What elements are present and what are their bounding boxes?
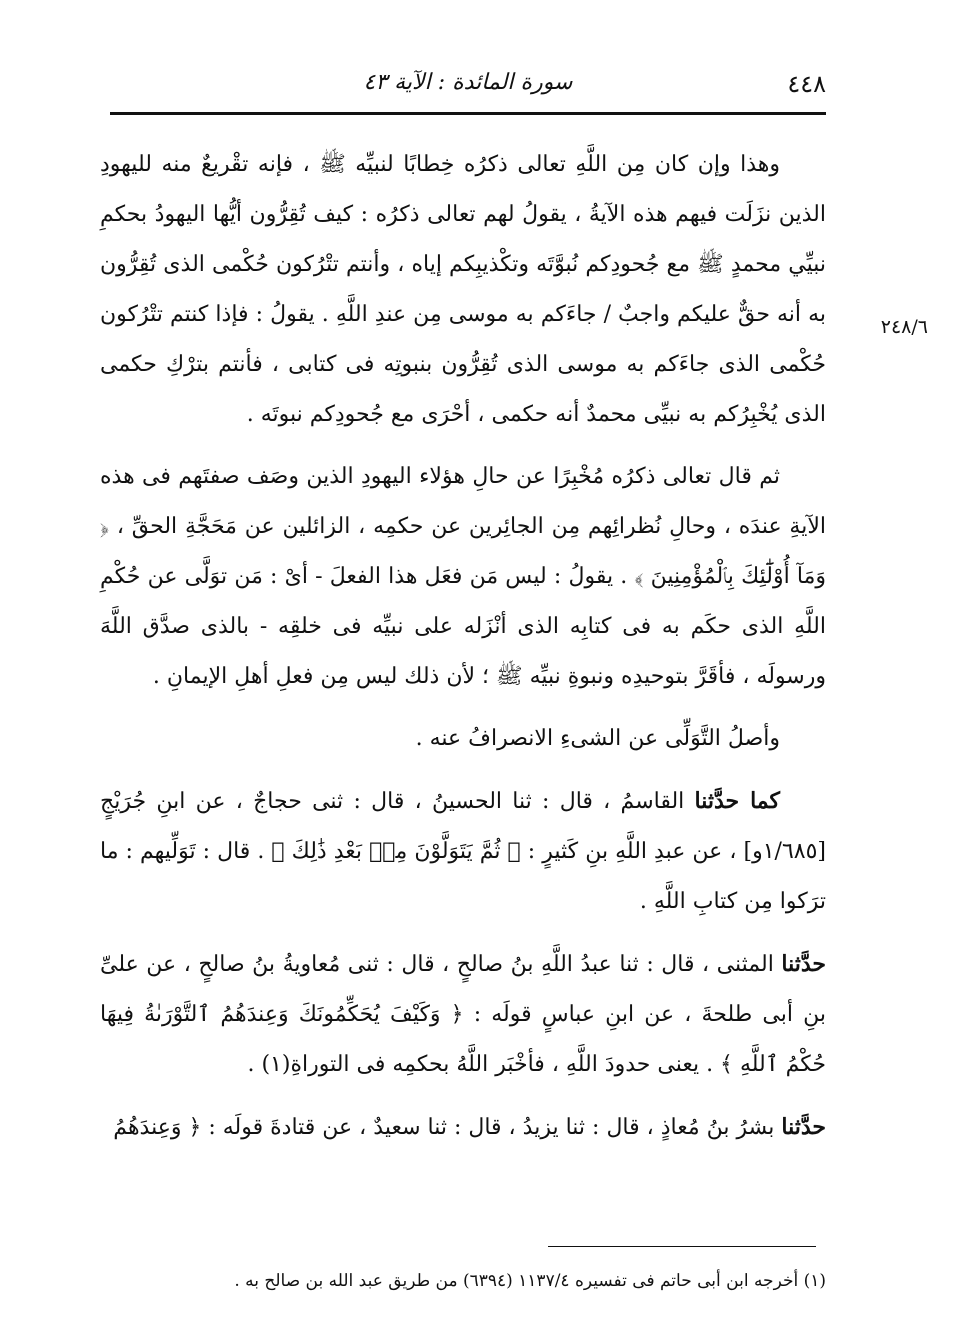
narration-2: [100, 939, 826, 1090]
narration-text: بشرُ بنُ مُعاذٍ ، قال : ثنا يزيدُ ، قال : ثنا سعيدٌ ، عن قتادةَ قولَه : ﴿ وَعِندَهُمُ: [113, 1115, 782, 1140]
footnote-rule: [548, 1246, 816, 1247]
narration-3: [100, 1102, 826, 1153]
header-rule: [110, 112, 826, 115]
running-head: [110, 64, 826, 108]
footnote: (١) أخرجه ابن أبى حاتم فى تفسيره ١١٣٧/٤ (٦٣٩٤) من طريق عبد الله بن صالح به .: [234, 1271, 826, 1291]
narration-1: [100, 776, 826, 927]
narration-lead: حدَّثنا: [781, 951, 826, 977]
narration-text: المثنى ، قال : ثنا عبدُ اللَّهِ بنُ صالحٍ ، قال : ثنى مُعاويةُ بنُ صالحٍ ، عن علىِّ بنِ أبى طلحةَ ، عن ابنِ عباسٍ قولَه : ﴿ وَكَيْفَ يُحَكِّمُونَكَ وَعِندَهُمُ ٱلتَّوْرَىٰةُ فِيهَا حُكْمُ ٱللَّهِ ﴾ . يعنى حدودَ اللَّهِ ، فأخْبَر اللَّهُ بحكمِه فى التوراةِ(١) .: [100, 952, 826, 1077]
paragraph-3: وأصلُ التَّوَلِّى عن الشىءِ الانصرافُ عنه .: [415, 726, 780, 751]
margin-reference: ٢٤٨/٦: [880, 316, 928, 338]
narration-lead: كما حدَّثنا: [694, 788, 780, 814]
paragraph-2: ثم قال تعالى ذكرُه مُخْبِرًا عن حالِ هؤلاء اليهودِ الذين وصَف صفتَهم فى هذه الآيةِ عندَه ، وحالِ نُظرائِهم مِن الجائِرين عن حكمِه ، الزائلين عن مَحَجَّةِ الحقِّ ، ﴿ وَمَآ أُوْلَٰٓئِكَ بِٱلْمُؤْمِنِينَ ﴾ . يقولُ : ليس مَن فعَل هذا الفعلَ - أىْ : مَن توَلَّى عن حُكْمِ اللَّهِ الذى حكَم به فى كتابِه الذى أنْزَله على نبيِّه فى خلقِه - بالذى صدَّق اللَّهَ ورسولَه ، فأقَرَّ بتوحيدِه ونبوةِ نبيِّه ﷺ ؛ لأن ذلك ليس مِن فعلِ أهلِ الإيمانِ .: [100, 464, 826, 689]
page-number: ٤٤٨: [787, 70, 826, 98]
paragraph-1: وهذا وإن كان مِن اللَّهِ تعالى ذكرُه خِطابًا لنبيِّه ﷺ ، فإنه تقْريعٌ منه لليهودِ الذين نزَلَت فيهم هذه الآيةُ ، يقولُ لهم تعالى ذكرُه : كيف تُقِرُّون أيُّها اليهودُ بحكمِ نبيِّي محمدٍ ﷺ مع جُحودِكم نُبوَّتَه وتكْذيبِكم إياه ، وأنتم تتْرُكون حُكْمى الذى تُقِرُّون به أنه حقٌّ عليكم واجبٌ / جاءَكم به موسى مِن عندِ اللَّهِ . يقولُ : فإذا كنتم تتْرُكون حُكْمى الذى جاءَكم به موسى الذى تُقِرُّون بنبوتِه فى كتابى ، فأنتم بترْكِ حكمى الذى يُخْبِرُكم به نبيِّى محمدٌ أنه حكمى ، أحْرَى مع جُحودِكم نبوتَه .: [100, 152, 826, 427]
narration-text: القاسمُ ، قال : ثنا الحسينُ ، قال : ثنى حجاجٌ ، عن ابنِ جُرَيْجٍ [١/٦٨٥و] ، عن عبدِ اللَّهِ بنِ كَثيرٍ : ﴿ ثُمَّ يَتَوَلَّوْنَ مِنۢ بَعْدِ ذَٰلِكَ ﴾ . قال : تَوَلِّيهم : ما ترَكوا مِن كتابِ اللَّهِ .: [100, 789, 826, 914]
narration-lead: حدَّثنا: [781, 1114, 826, 1140]
main-text: [100, 140, 826, 1165]
chapter-title: سورة المائدة : الآية ٤٣: [363, 70, 573, 95]
